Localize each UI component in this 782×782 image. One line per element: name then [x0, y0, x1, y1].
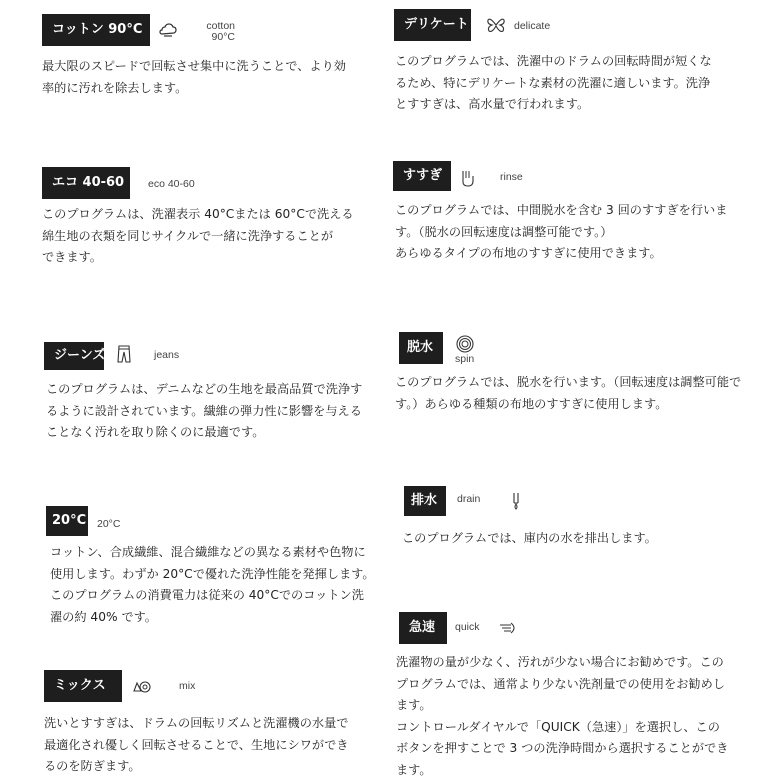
- program-badge: ミックス: [44, 670, 122, 702]
- program-english-label: rinse: [500, 171, 523, 183]
- program-description: このプログラムでは、中間脱水を含む 3 回のすすぎを行いま す。（脱水の回転速度は調整可能です。） あらゆるタイプの布地のすすぎに使用できます。: [395, 203, 728, 260]
- program-badge: エコ 40-60: [42, 167, 130, 199]
- delicate-icon: [486, 15, 506, 35]
- drain-icon: [506, 491, 526, 511]
- program-description: このプログラムでは、脱水を行います。（回転速度は調整可能で す。）あらゆる種類の布地のすすぎに使用します。: [395, 375, 742, 411]
- program-badge: 脱水: [399, 332, 443, 364]
- cotton-icon: [158, 20, 178, 40]
- program-english-label: quick: [455, 621, 480, 633]
- program-english-label: jeans: [154, 349, 180, 361]
- program-description: このプログラムは、洗濯表示 40°Cまたは 60°Cで洗える 綿生地の衣類を同じサイクルで一緒に洗浄することが できます。: [42, 207, 354, 264]
- program-description: コットン、合成繊維、混合繊維などの異なる素材や色物に 使用します。わずか 20°Cで優れた洗浄性能を発揮します。 このプログラムの消費電力は従来の 40°Cでのコットン洗 濯の約 40% です。: [50, 545, 375, 624]
- program-badge: 排水: [404, 486, 446, 516]
- program-badge: ジーンズ: [44, 342, 104, 370]
- program-badge: 急速: [399, 612, 447, 644]
- quick-icon: [498, 618, 518, 638]
- program-badge: デリケート: [394, 9, 471, 41]
- program-badge: 20°C: [46, 506, 88, 536]
- rinse-icon: [459, 168, 479, 188]
- program-badge: コットン 90°C: [42, 14, 150, 46]
- program-english-label: 20°C: [97, 518, 121, 530]
- spin-icon: [455, 334, 475, 354]
- program-english-label: spin: [455, 353, 475, 365]
- program-english-label: mix: [179, 680, 196, 692]
- program-english-label: eco 40-60: [148, 178, 195, 190]
- program-description: このプログラムでは、庫内の水を排出します。: [402, 531, 657, 545]
- program-description: 洗いとすすぎは、ドラムの回転リズムと洗濯機の水量で 最適化され優しく回転させることで、生地にシワができ るのを防ぎます。: [44, 716, 349, 773]
- program-english-label: drain: [457, 493, 481, 505]
- program-description: このプログラムは、デニムなどの生地を最高品質で洗浄す るように設計されています。繊維の弾力性に影響を与える ことなく汚れを取り除くのに最適です。: [46, 382, 363, 439]
- program-description: 最大限のスピードで回転させ集中に洗うことで、より効 率的に汚れを除去します。: [42, 59, 346, 95]
- program-badge: すすぎ: [393, 161, 451, 191]
- program-description: このプログラムでは、洗濯中のドラムの回転時間が短くな るため、特にデリケートな素材の洗濯に適しいます。洗浄 とすすぎは、高水量で行われます。: [395, 54, 712, 111]
- mix-icon: [132, 677, 152, 697]
- jeans-icon: [114, 344, 134, 364]
- program-description: 洗濯物の量が少なく、汚れが少ない場合にお勧めです。この プログラムでは、通常より少ない洗剤量での使用をお勧めし ます。 コントロールダイヤルで「QUICK（急速）」を選択し、この ボタンを押すことで 3 つの洗浄時間から選択することができ ます。: [396, 655, 729, 777]
- program-english-label: delicate: [514, 20, 551, 32]
- program-english-label: cotton 90°C: [206, 20, 235, 43]
